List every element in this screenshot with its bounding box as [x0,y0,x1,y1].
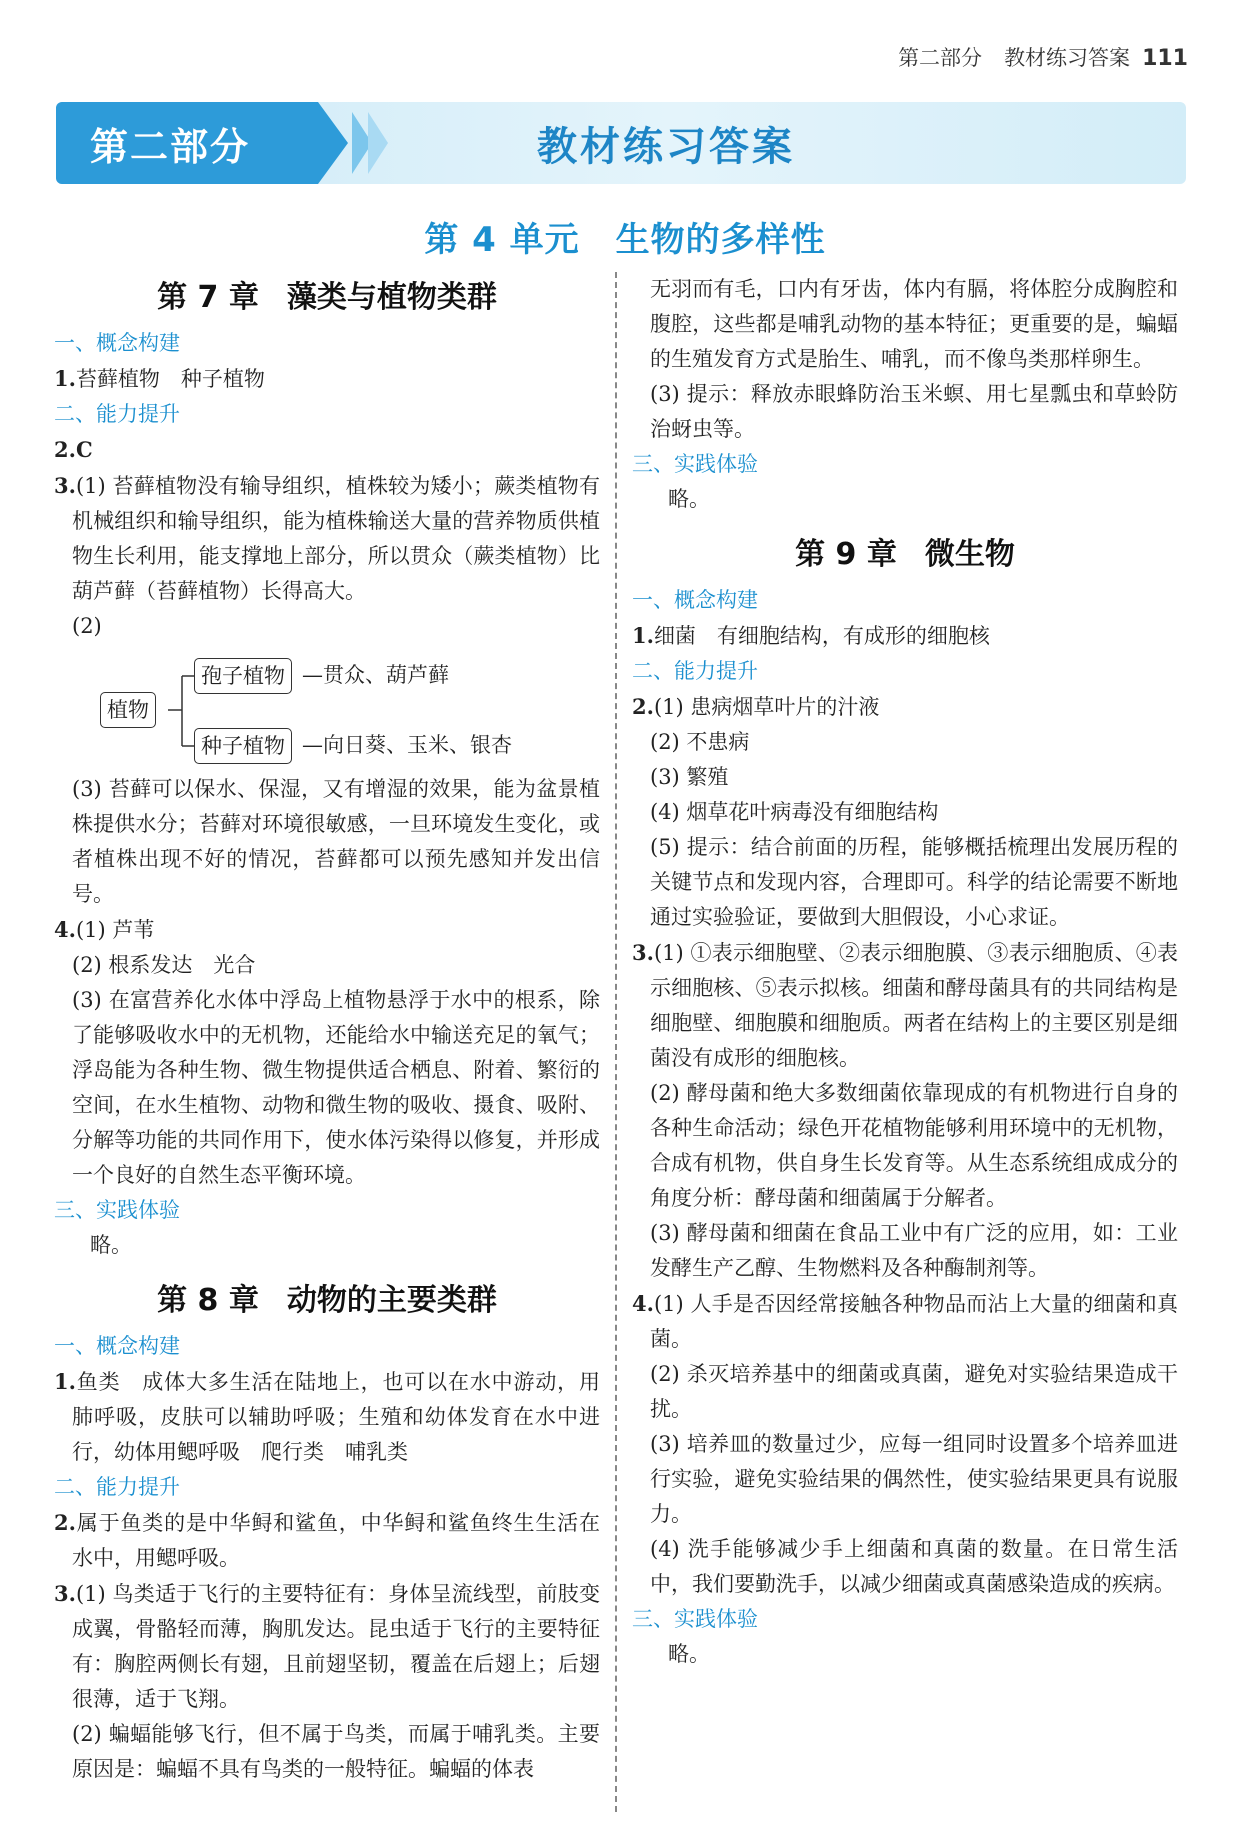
ch9-q1-text: 细菌 有细胞结构，有成形的细胞核 [653,624,990,648]
unit-title [0,212,1250,261]
ch9-section-concept: 一、概念构建 [632,588,758,612]
ch7-practice-answer: 略。 [90,1233,132,1257]
ch7-answer-4-2: (2) 根系发达 光合 [72,953,256,977]
ch9-q1-number: 1. [632,623,654,648]
unit-name: 生物的多样性 [615,220,826,260]
chapter-9-label: 第 9 章 [795,537,897,572]
left-column [54,272,600,1787]
ch9-q4-1-text: (1) 人手是否因经常接触各种物品而沾上大量的细菌和真菌。 [650,1292,1178,1351]
ch8-q2-number: 2. [54,1510,76,1535]
ch7-answer-3-1 [54,468,600,609]
ch9-answer-2-5: (5) 提示：结合前面的历程，能够概括梳理出发展历程的关键节点和发现内容，合理即可。科学的结论需要不断地通过实验验证，要做到大胆假设，小心求证。 [650,835,1178,929]
ch8-section-ability: 二、能力提升 [54,1475,180,1499]
ch8-answer-3-2-part1: (2) 蝙蝠能够飞行，但不属于鸟类，而属于哺乳类。主要原因是：蝙蝠不具有鸟类的一般特征。蝙蝠的体表 [72,1722,600,1781]
ch8-answer-3-2-part2: 无羽而有毛，口内有牙齿，体内有膈，将体腔分成胸腔和腹腔，这些都是哺乳动物的基本特征；更重要的是，蝙蝠的生殖发育方式是胎生、哺乳，而不像鸟类那样卵生。 [650,277,1178,371]
ch9-section-practice: 三、实践体验 [632,1607,758,1631]
ch7-answer-2 [54,432,600,468]
ch7-q4-number: 4. [54,917,76,942]
tree-leaf-spore-examples: —贯众、葫芦藓 [302,663,449,687]
ch7-q2-text: C [75,437,93,462]
ch8-q1-text: 鱼类 成体大多生活在陆地上，也可以在水中游动，用肺呼吸，皮肤可以辅助呼吸；生殖和幼体发育在水中进行，幼体用鳃呼吸 爬行类 哺乳类 [72,1370,600,1464]
running-header [898,42,1188,72]
ch9-answer-3-2: (2) 酵母菌和绝大多数细菌依靠现成的有机物进行自身的各种生命活动；绿色开花植物能够利用环境中的无机物，合成有机物，供自身生长发育等。从生态系统组成成分的角度分析：酵母菌和细菌属于分解者。 [650,1081,1178,1210]
plant-classification-tree [54,648,600,772]
ch7-section-practice: 三、实践体验 [54,1198,180,1222]
chapter-7-heading [54,272,600,316]
ch7-q3-1-text: (1) 苔藓植物没有输导组织，植株较为矮小；蕨类植物有机械组织和输导组织，能为植株输送大量的营养物质供植物生长利用，能支撑地上部分，所以贯众（蕨类植物）比葫芦藓（苔藓植物）长得高大。 [72,474,600,603]
ch7-q1-number: 1. [54,366,76,391]
header-part: 第二部分 [898,46,983,70]
ch9-answer-4-3: (3) 培养皿的数量过少，应每一组同时设置多个培养皿进行实验，避免实验结果的偶然性，使实验结果更具有说服力。 [650,1432,1178,1526]
ch9-answer-4-1 [632,1286,1178,1357]
ch9-section-ability: 二、能力提升 [632,659,758,683]
ch9-answer-4-2: (2) 杀灭培养基中的细菌或真菌，避免对实验结果造成干扰。 [650,1362,1178,1421]
ch9-answer-3-1 [632,935,1178,1076]
ch8-q1-number: 1. [54,1369,76,1394]
header-section: 教材练习答案 [1004,46,1131,70]
ch9-q3-number: 3. [632,940,654,965]
ch7-answer-1 [54,361,600,397]
column-divider [615,272,617,1812]
chapter-9-heading [632,529,1178,573]
ch9-practice-answer: 略。 [668,1642,710,1666]
ch7-answer-4-3: (3) 在富营养化水体中浮岛上植物悬浮于水中的根系，除了能够吸收水中的无机物，还能给水中输送充足的氧气；浮岛能为各种生物、微生物提供适合栖息、附着、繁衍的空间，在水生植物、动物和微生物的吸收、摄食、吸附、分解等功能的共同作用下，使水体污染得以修复，并形成一个良好的自然生态平衡环境。 [72,988,600,1187]
ch7-q3-number: 3. [54,473,76,498]
unit-label: 第 4 单元 [424,220,580,260]
ch9-answer-3-3: (3) 酵母菌和细菌在食品工业中有广泛的应用，如：工业发酵生产乙醇、生物燃料及各种酶制剂等。 [650,1221,1178,1280]
ch7-section-ability: 二、能力提升 [54,402,180,426]
ch7-q2-number: 2. [54,437,76,462]
banner-tab: 第二部分 [56,102,318,184]
ch9-answer-4-4: (4) 洗手能够减少手上细菌和真菌的数量。在日常生活中，我们要勤洗手，以减少细菌或真菌感染造成的疾病。 [650,1537,1178,1596]
ch8-answer-3-1 [54,1576,600,1717]
chapter-9-title: 微生物 [924,537,1015,572]
ch7-answer-3-3: (3) 苔藓可以保水、保湿，又有增湿的效果，能为盆景植株提供水分；苔藓对环境很敏感，一旦环境发生变化，或者植株出现不好的情况，苔藓都可以预先感知并发出信号。 [72,777,600,906]
section-banner [56,102,1186,184]
tree-root-node: 植物 [100,692,156,728]
right-column [632,272,1178,1672]
ch9-q2-number: 2. [632,694,654,719]
ch8-section-concept: 一、概念构建 [54,1334,180,1358]
ch8-answer-2 [54,1505,600,1576]
tree-node-spore-plants: 孢子植物 [194,658,292,694]
ch8-q3-1-text: (1) 鸟类适于飞行的主要特征有：身体呈流线型，前肢变成翼，骨骼轻而薄，胸肌发达。昆虫适于飞行的主要特征有：胸腔两侧长有翅，且前翅坚韧，覆盖在后翅上；后翅很薄，适于飞翔。 [72,1582,600,1711]
ch9-q3-1-text: (1) ①表示细胞壁、②表示细胞膜、③表示细胞质、④表示细胞核、⑤表示拟核。细菌和酵母菌具有的共同结构是细胞壁、细胞膜和细胞质。两者在结构上的主要区别是细菌没有成形的细胞核。 [650,941,1178,1070]
ch8-q2-text: 属于鱼类的是中华鲟和鲨鱼，中华鲟和鲨鱼终生生活在水中，用鳃呼吸。 [72,1511,600,1570]
ch9-answer-2-2: (2) 不患病 [650,730,750,754]
banner-title: 教材练习答案 [537,123,795,170]
ch9-answer-2-1 [632,689,1178,725]
ch9-answer-2-3: (3) 繁殖 [650,765,729,789]
chapter-7-title: 藻类与植物类群 [286,280,497,315]
ch9-answer-2-4: (4) 烟草花叶病毒没有细胞结构 [650,800,939,824]
ch8-practice-answer: 略。 [668,487,710,511]
page-number: 111 [1142,46,1188,71]
chapter-7-label: 第 7 章 [157,280,259,315]
ch8-answer-1 [54,1364,600,1470]
chapter-8-heading [54,1275,600,1319]
ch7-q4-1-text: (1) 芦苇 [75,918,155,942]
chevron-decoration-icon [368,112,388,174]
ch7-answer-4-1 [54,912,600,948]
tree-node-seed-plants: 种子植物 [194,728,292,764]
ch7-section-concept: 一、概念构建 [54,331,180,355]
ch9-q4-number: 4. [632,1291,654,1316]
ch7-q1-text: 苔藓植物 种子植物 [75,367,265,391]
ch7-answer-3-2: (2) [72,614,102,638]
chapter-8-label: 第 8 章 [157,1283,259,1318]
ch8-answer-3-3: (3) 提示：释放赤眼蜂防治玉米螟、用七星瓢虫和草蛉防治蚜虫等。 [650,382,1178,441]
tree-leaf-seed-examples: —向日葵、玉米、银杏 [302,733,512,757]
ch9-answer-1 [632,618,1178,654]
ch8-q3-number: 3. [54,1581,76,1606]
ch8-section-practice: 三、实践体验 [632,452,758,476]
chapter-8-title: 动物的主要类群 [286,1283,497,1318]
ch9-q2-1-text: (1) 患病烟草叶片的汁液 [653,695,880,719]
